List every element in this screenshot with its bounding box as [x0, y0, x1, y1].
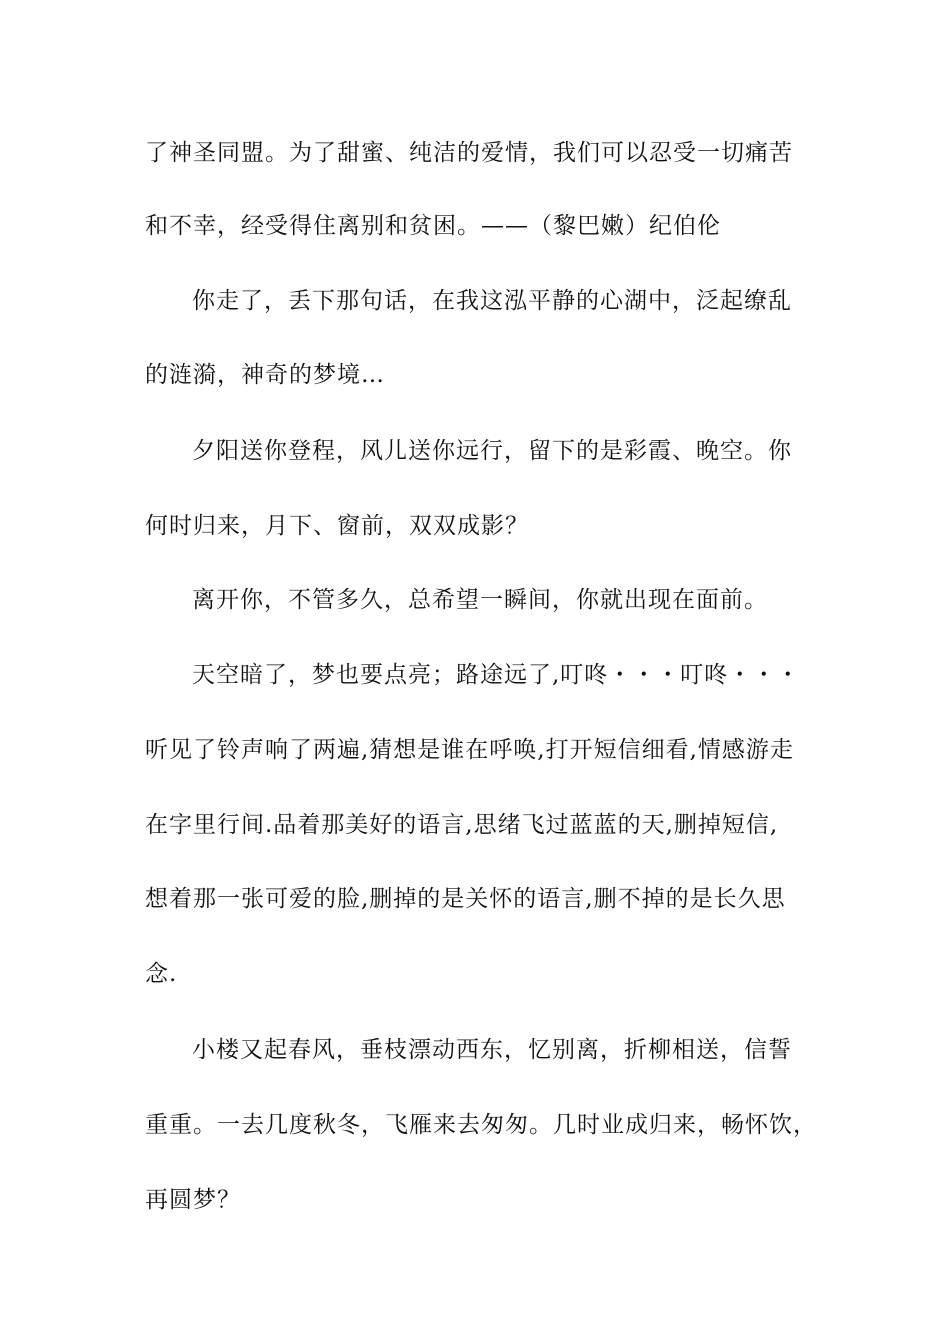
paragraph-line: 的涟漪，神奇的梦境… — [145, 362, 385, 388]
paragraph-line: 和不幸，经受得住离别和贫困。——（黎巴嫩）纪伯伦 — [145, 213, 721, 239]
paragraph-line: 何时归来，月下、窗前，双双成影？ — [145, 513, 529, 539]
paragraph-line: 念. — [145, 961, 178, 987]
paragraph-line: 天空暗了，梦也要点亮；路途远了,叮咚・・・叮咚・・・ — [192, 662, 801, 688]
paragraph-line: 你走了，丢下那句话，在我这泓平静的心湖中，泛起缭乱 — [192, 288, 792, 314]
paragraph-line: 离开你，不管多久，总希望一瞬间，你就出现在面前。 — [192, 587, 768, 613]
paragraph-line: 听见了铃声响了两遍,猜想是谁在呼唤,打开短信细看,情感游走 — [145, 737, 794, 763]
paragraph-line: 想着那一张可爱的脸,删掉的是关怀的语言,删不掉的是长久思 — [145, 886, 786, 912]
paragraph-line: 了神圣同盟。为了甜蜜、纯洁的爱情，我们可以忍受一切痛苦 — [145, 140, 793, 166]
paragraph-line: 夕阳送你登程，风儿送你远行，留下的是彩霞、晚空。你 — [192, 438, 792, 464]
paragraph-line: 重重。一去几度秋冬，飞雁来去匆匆。几时业成归来，畅怀饮， — [145, 1112, 817, 1138]
paragraph-line: 在字里行间.品着那美好的语言,思绪飞过蓝蓝的天,删掉短信, — [145, 812, 779, 838]
paragraph-line: 小楼又起春风，垂枝漂动西东，忆别离，折柳相送，信誓 — [192, 1037, 792, 1063]
paragraph-line: 再圆梦？ — [145, 1187, 241, 1213]
